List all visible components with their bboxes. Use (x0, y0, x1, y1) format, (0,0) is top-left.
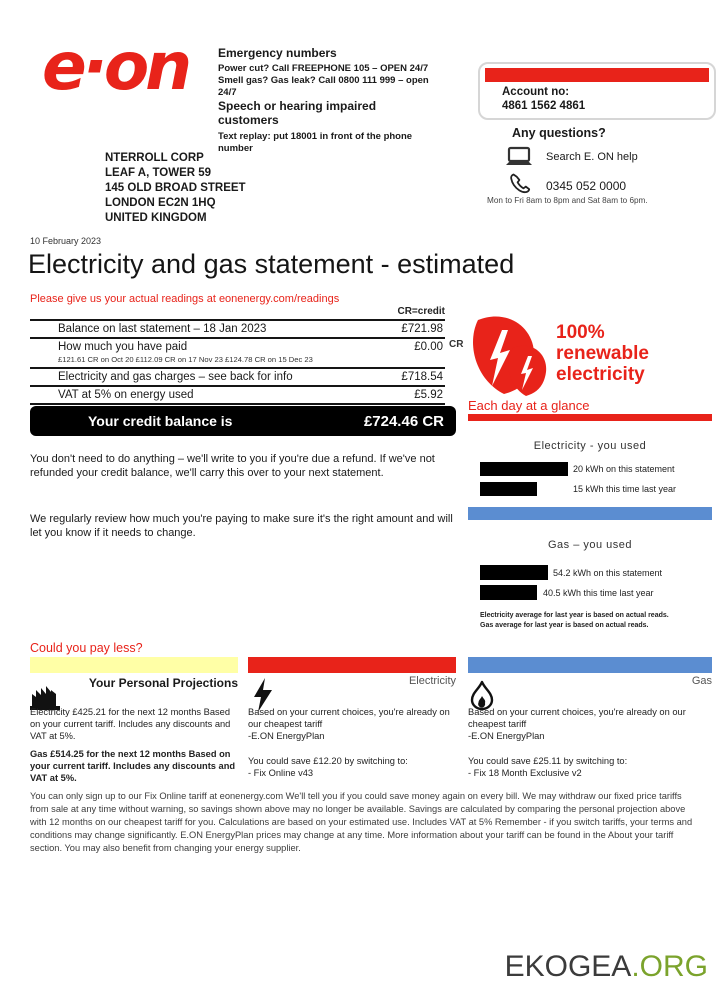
gas-stat-lastyear: 40.5 kWh this time last year (543, 588, 654, 598)
renewable-line: renewable (556, 343, 649, 364)
account-number-value: 4861 1562 4861 (502, 100, 586, 112)
readings-note: Please give us your actual readings at eonenergy.com/readings (30, 293, 340, 305)
address-line: LONDON EC2N 1HQ (105, 197, 216, 209)
pay-less-title: Could you pay less? (30, 641, 143, 655)
usage-note-line: Electricity average for last year is based on actual reads. (480, 612, 669, 619)
ekogea-name: EKOGEA (504, 950, 632, 983)
renewable-line: electricity (556, 364, 645, 385)
usage-averages-note (480, 611, 669, 630)
row-value: £0.00 (414, 341, 443, 353)
row-value: £721.98 (401, 323, 443, 335)
emergency-numbers-block (218, 46, 438, 155)
section-divider-bar (468, 507, 712, 520)
page-title: Electricity and gas statement - estimated (28, 249, 515, 279)
table-row (30, 319, 445, 337)
address-line: NTERROLL CORP (105, 152, 204, 164)
projections-column-header: Your Personal Projections (88, 676, 238, 690)
phone-number: 0345 052 0000 (546, 179, 627, 193)
laptop-icon (504, 146, 534, 175)
electricity-usage-heading: Electricity - you used (533, 440, 647, 452)
row-value: £5.92 (414, 389, 443, 401)
row-label: How much you have paid (58, 341, 188, 353)
ekogea-suffix: .ORG (631, 950, 708, 983)
redacted-bar (480, 565, 548, 580)
glance-title: Each day at a glance (468, 398, 590, 413)
electricity-saving-text (248, 755, 460, 779)
gas-usage-heading: Gas – you used (547, 539, 633, 551)
renewable-line: 100% (556, 322, 605, 343)
projections-electricity-text: Electricity £425.21 for the next 12 months Based on your current tariff. Includes any discounts and VAT at 5%. (30, 707, 231, 741)
ekogea-watermark (505, 950, 708, 984)
glance-red-rule (468, 414, 712, 421)
row-label: Electricity and gas charges – see back for info (58, 371, 293, 383)
renewable-leaves-icon (464, 308, 550, 403)
electricity-header-bar (248, 657, 456, 673)
redacted-bar (480, 482, 537, 496)
credit-balance-bar (30, 406, 456, 436)
address-line: 145 OLD BROAD STREET (105, 182, 246, 194)
customer-address (105, 151, 246, 226)
electricity-stat-lastyear: 15 kWh this time last year (573, 484, 677, 494)
tariff-line: Based on your current choices, you're already on our cheapest tariff (468, 707, 686, 729)
row-value: £718.54 (401, 371, 443, 383)
tariff-name: -E.ON EnergyPlan (468, 731, 545, 741)
tariff-name: -E.ON EnergyPlan (248, 731, 325, 741)
credit-balance-label: Your credit balance is (88, 413, 233, 429)
statement-date: 10 February 2023 (30, 236, 102, 246)
row-label: Balance on last statement – 18 Jan 2023 (58, 323, 267, 335)
review-paragraph: We regularly review how much you're paying to make sure it's the right amount and will let you know if it needs to change. (30, 513, 453, 539)
tariff-line: Based on your current choices, you're already on our cheapest tariff (248, 707, 450, 729)
saving-line: You could save £12.20 by switching to: (248, 756, 408, 766)
charges-table (30, 319, 445, 405)
account-number-label: Account no: (502, 86, 570, 98)
address-line: UNITED KINGDOM (105, 212, 207, 224)
opening-hours: Mon to Fri 8am to 8pm and Sat 8am to 6pm. (487, 196, 648, 205)
gas-column-header: Gas (691, 675, 712, 687)
eon-logo: e·on (42, 28, 189, 105)
electricity-column-header: Electricity (408, 675, 456, 687)
gas-stat-current: 54.2 kWh on this statement (553, 568, 663, 578)
any-questions-title: Any questions? (512, 126, 606, 140)
table-row (30, 367, 445, 385)
cr-suffix: CR (449, 339, 464, 350)
saving-tariff: - Fix 18 Month Exclusive v2 (468, 768, 582, 778)
electricity-tariff-text (248, 706, 460, 742)
emergency-title: Emergency numbers (218, 46, 337, 60)
terms-footnote: You can only sign up to our Fix Online tariff at eonenergy.com We'll tell you if you could save money again on every bill. We may withdraw our fixed price tariffs from sale at any time without warning, so savings shown above may no longer be available. Savings are calculated by comparing the personal projection above with 12 months on our cheapest tariff for you. Calculations are based on your estimated use. Includes VAT at 5% Remember - if you switch tariffs, your terms and conditions may change significantly. E.ON EnergyPlan prices may change at any time. More information about your tariff can be found in the About your tariff section. You may also benefit from changing your energy supplier. (30, 791, 693, 853)
cr-legend: CR=credit (397, 306, 445, 317)
gas-saving-text (468, 755, 712, 779)
refund-paragraph: You don't need to do anything – we'll write to you if you're due a refund. If we've not refunded your credit balance, we'll carry this over to your next statement. (30, 453, 435, 479)
gas-header-bar (468, 657, 712, 673)
table-row (30, 385, 445, 405)
gas-tariff-text (468, 706, 712, 742)
redacted-bar (480, 585, 537, 600)
saving-line: You could save £25.11 by switching to: (468, 756, 628, 766)
saving-tariff: - Fix Online v43 (248, 768, 314, 778)
row-label: VAT at 5% on energy used (58, 389, 194, 401)
address-line: LEAF A, TOWER 59 (105, 167, 212, 179)
payments-detail: £121.61 CR on Oct 20 £112.09 CR on 17 Nov 23 £124.78 CR on 15 Dec 23 (58, 355, 313, 364)
redacted-bar (480, 462, 568, 476)
emergency-gas-leak: Smell gas? Gas leak? Call 0800 111 999 – open 24/7 (218, 75, 429, 98)
search-help-text: Search E. ON help (546, 151, 638, 163)
renewable-text (556, 322, 649, 385)
emergency-speech: Speech or hearing impaired customers (218, 99, 377, 127)
account-box-red-bar (485, 68, 709, 82)
table-row (30, 337, 445, 355)
account-number-box (478, 62, 716, 120)
electricity-stat-current: 20 kWh on this statement (573, 464, 675, 474)
projections-header-bar (30, 657, 238, 673)
emergency-text-relay: Text replay: put 18001 in front of the phone number (218, 131, 413, 154)
emergency-power-cut: Power cut? Call FREEPHONE 105 – OPEN 24/7 (218, 63, 429, 74)
projections-gas-text: Gas £514.25 for the next 12 months Based on your current tariff. Includes any discounts and VAT at 5%. (30, 749, 236, 783)
credit-balance-value: £724.46 CR (363, 412, 444, 430)
usage-note-line: Gas average for last year is based on actual reads. (480, 621, 649, 629)
